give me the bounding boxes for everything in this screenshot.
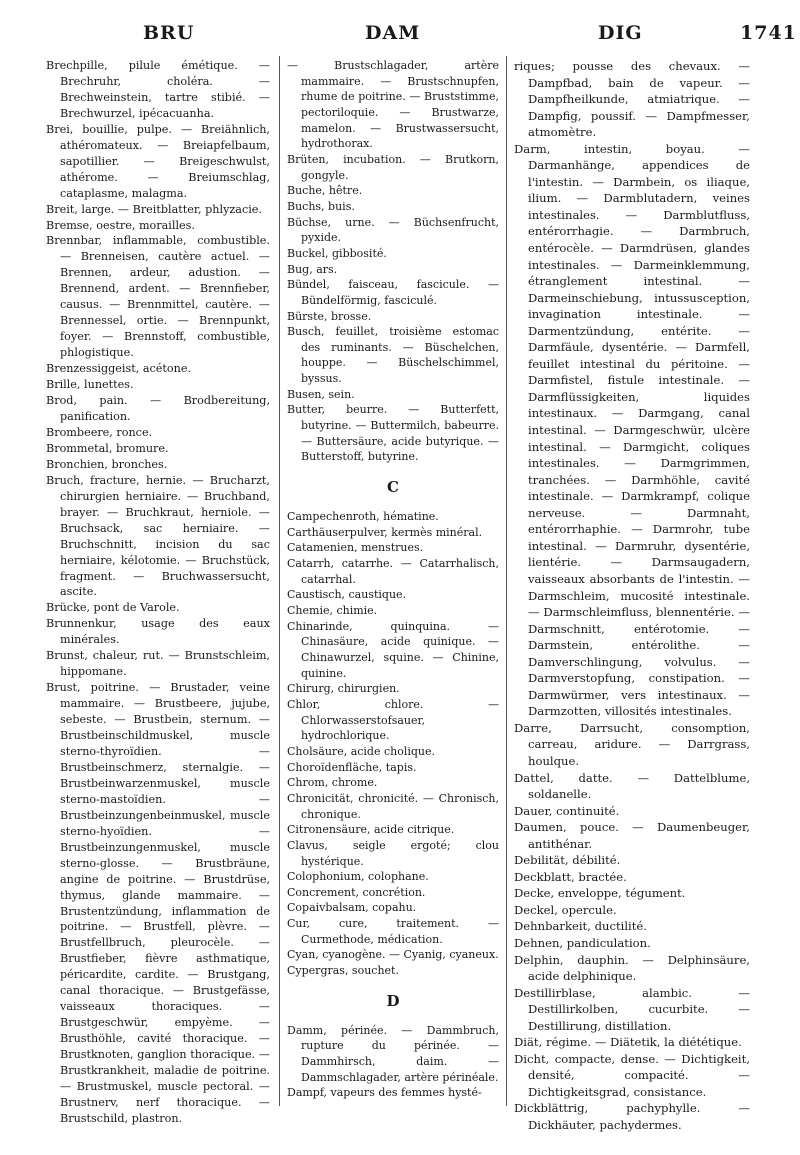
dictionary-entry: Darm, intestin, boyau. — Darmanhänge, appendices de l'intestin. — Darmbein, os iliaque, ilium. — Darmblutadern, veines intestinales. — Darmblutfluss, entérorrhagie. — Darmbruch, entérocèle. — Darmdrüsen, glandes intestinales. — Darmeinklemmung, étranglement intestinal. — Darmeinschiebung, intussusception, invagination intestinale. — Darmentzündung, entérite. — Darmfäule, dysentérie. — Darmfell, feuillet intestinal du péritoine. — Darmfistel, fistule intestinale. — Darmflüssigkeiten, liquides intestinaux. — Darmgang, canal intestinal. — Darmgeschwür, ulcère intestinal. — Darmgicht, coliques intestinales. — Darmgrimmen, tranchées. — Darmhöhle, cavité intestinale. — Darmkrampf, colique nerveuse. — Darmnaht, entérorrhaphie. — Darmrohr, tube intestinal. — Darmruhr, dysentérie, lientérie. — Darmsaugadern, vaisseaux absorbants de l'intestin. — Darmschleim, mucosité intestinale. — Darmschleimfluss, blennentérie. — Darmschnitt, entérotomie. — Darmstein, entérolithe. — Damverschlingung, volvulus. — Darmverstopfung, constipation. — Darmwürmer, vers intestinaux. — Darmzotten, villosités intestinales.: [514, 141, 750, 719]
dictionary-entry: Dickblättrig, pachyphylle. — Dickhäuter, pachydermes.: [514, 1101, 750, 1132]
dictionary-entry: Brennbar, inflammable, combustible. — Brenneisen, cautère actuel. — Brennen, ardeur, adustion. — Brennend, ardent. — Brennfieber, causus. — Brennmittel, cautère. — Brennessel, ortie. — Brennpunkt, foyer. — Brennstoff, combustible, phlogistique.: [46, 234, 270, 360]
dictionary-entry: Brille, lunettes.: [46, 378, 134, 392]
dictionary-entry: Dampf, vapeurs des femmes hysté-: [287, 1086, 482, 1100]
dictionary-entry: Brust, poitrine. — Brustader, veine mammaire. — Brustbeere, jujube, sebeste. — Brustbein, sternum. — Brustbeinschildmuskel, muscle sterno-thyroïdien. — Brustbeinschmerz, sternalgie. — Brustbeinwarzenmuskel, muscle sterno-mastoïdien. — Brustbeinzungenbeinmuskel, muscle sterno-hyoïdien. — Brustbeinzungenmuskel, muscle sterno-glosse. — Brustbräune, angine de poitrine. — Brustdrüse, thymus, glande mammaire. — Brustentzündung, inflammation de poitrine. — Brustfell, plèvre. — Brustfellbruch, pleurocèle. — Brustfieber, fièvre asthmatique, péricardite, cardite. — Brustgang, canal thoracique. — Brustgefässe, vaisseaux thoraciques. — Brustgeschwür, empyème. — Brusthöhle, cavité thoracique. — Brustknoten, ganglion thoracique. — Brustkrankheit, maladie de poitrine. — Brustmuskel, muscle pectoral. — Brustnerv, nerf thoracique. — Brustschild, plastron.: [46, 681, 270, 1125]
dictionary-entry: Darre, Darrsucht, consomption, carreau, aridure. — Darrgrass, houlque.: [514, 720, 750, 768]
dictionary-entry: Brunst, chaleur, rut. — Brunstschleim, hippomane.: [46, 649, 270, 679]
dictionary-entry: Cur, cure, traitement. — Curmethode, médication.: [287, 917, 499, 946]
dictionary-entry: Copaivbalsam, copahu.: [287, 901, 417, 915]
dictionary-entry: Buchs, buis.: [287, 199, 355, 213]
running-header: [0, 22, 800, 52]
dictionary-entry: Bündel, faisceau, fascicule. — Bündelförmig, fasciculé.: [287, 278, 499, 307]
dictionary-entry: Brei, bouillie, pulpe. — Breiähnlich, athéromateux. — Breiapfelbaum, sapotillier. — Breigeschwulst, athérome. — Breiumschlag, cataplasme, malagma.: [46, 122, 270, 200]
dictionary-entry: Campechenroth, hématine.: [287, 510, 439, 524]
header-center-guideword: DAM: [365, 22, 421, 44]
dictionary-entry: Carthäuserpulver, kermès minéral.: [287, 525, 483, 539]
page-number: 1741: [740, 22, 797, 44]
dictionary-entry: Catarrh, catarrhe. — Catarrhalisch, catarrhal.: [287, 557, 499, 586]
dictionary-entry: Chrom, chrome.: [287, 776, 378, 790]
dictionary-entry: Citronensäure, acide citrique.: [287, 823, 455, 837]
dictionary-entry: Butter, beurre. — Butterfett, butyrine. — Buttermilch, babeurre. — Buttersäure, acide butyrique. — Butterstoff, butyrine.: [287, 403, 499, 464]
header-right-guideword: DIG: [598, 22, 643, 44]
dictionary-entry: Chronicität, chronicité. — Chronisch, chronique.: [287, 791, 499, 821]
dictionary-entry: Caustisch, caustique.: [287, 588, 407, 602]
dictionary-entry: Deckblatt, bractée.: [514, 869, 627, 884]
dictionary-entry: Cypergras, souchet.: [287, 964, 399, 978]
dictionary-entry: Dicht, compacte, dense. — Dichtigkeit, densité, compacité. — Dichtigkeitsgrad, consistance.: [514, 1051, 750, 1099]
dictionary-entry: Choroïdenfläche, tapis.: [287, 760, 417, 774]
dictionary-entry: Brommetal, bromure.: [46, 441, 169, 455]
column-divider: [279, 56, 280, 1106]
dictionary-entry: Brüten, incubation. — Brutkorn, gongyle.: [287, 152, 499, 182]
dictionary-entry: Debilität, débilité.: [514, 853, 621, 868]
dictionary-entry: Delphin, dauphin. — Delphinsäure, acide delphinique.: [514, 952, 750, 984]
dictionary-entry: Bürste, brosse.: [287, 309, 372, 323]
dictionary-entry: Chinarinde, quinquina. — Chinasäure, acide quinique. — Chinawurzel, squine. — Chinine, quinine.: [287, 619, 499, 680]
dictionary-entry: Breit, large. — Breitblatter, phlyzacie.: [46, 202, 262, 216]
dictionary-entry: Dehnen, pandiculation.: [514, 935, 651, 950]
section-letter-heading: D: [386, 991, 400, 1010]
dictionary-entry: Damm, périnée. — Dammbruch, rupture du périnée. — Dammhirsch, daim. — Dammschlagader, artère périnéale.: [287, 1023, 499, 1084]
dictionary-entry: Bug, ars.: [287, 262, 338, 276]
column-2: [287, 58, 499, 1101]
dictionary-entry: Colophonium, colophane.: [287, 870, 429, 884]
dictionary-entry: Chemie, chimie.: [287, 604, 378, 617]
column-divider: [506, 56, 507, 1106]
dictionary-entry: — Brustschlagader, artère mammaire. — Brustschnupfen, rhume de poitrine. — Bruststimme, pectoriloquie. — Brustwarze, mamelon. — Brustwassersucht, hydrothorax.: [287, 59, 499, 151]
dictionary-entry: Buche, hêtre.: [287, 184, 363, 198]
dictionary-entry: Brombeere, ronce.: [46, 425, 153, 439]
dictionary-entry: Büchse, urne. — Büchsenfrucht, pyxide.: [287, 215, 499, 245]
dictionary-entry: Busch, feuillet, troisième estomac des ruminants. — Büschelchen, houppe. — Büschelschimmel, byssus.: [287, 325, 499, 386]
dictionary-entry: Brechpille, pilule émétique. — Brechruhr, choléra. — Brechweinstein, tartre stibié. — Brechwurzel, ipécacuanha.: [46, 59, 270, 120]
dictionary-entry: Busen, sein.: [287, 387, 355, 401]
dictionary-entry: Brunnenkur, usage des eaux minérales.: [46, 617, 270, 647]
dictionary-entry: Chlor, chlore. — Chlorwasserstofsauer, hydrochlorique.: [287, 697, 499, 743]
dictionary-entry: Daumen, pouce. — Daumenbeuger, antithénar.: [514, 820, 750, 851]
dictionary-entry: Chirurg, chirurgien.: [287, 682, 400, 696]
dictionary-entry: Buckel, gibbosité.: [287, 246, 387, 260]
dictionary-entry: Concrement, concrétion.: [287, 885, 426, 899]
column-3: [514, 58, 750, 1134]
dictionary-entry: Dauer, continuité.: [514, 803, 620, 818]
dictionary-entry: Catamenien, menstrues.: [287, 541, 424, 555]
dictionary-entry: Cyan, cyanogène. — Cyanig, cyaneux.: [287, 948, 499, 962]
dictionary-entry: Brenzessiggeist, acétone.: [46, 362, 192, 376]
dictionary-entry: Bronchien, bronches.: [46, 457, 168, 471]
dictionary-entry: Destillirblase, alambic. — Destillirkolben, cucurbite. — Destillirung, distillation.: [514, 985, 750, 1033]
section-letter-heading: C: [387, 478, 399, 497]
dictionary-entry: Brod, pain. — Brodbereitung, panification.: [46, 394, 270, 423]
column-1: [46, 58, 270, 1127]
dictionary-entry: Bremse, oestre, morailles.: [46, 218, 195, 232]
dictionary-entry: Bruch, fracture, hernie. — Brucharzt, chirurgien herniaire. — Bruchband, brayer. — Bruchkraut, herniole. — Bruchsack, sac herniaire. — Bruchschnitt, incision du sac herniaire, kélotomie. — Bruchstück, fragment. — Bruchwassersucht, ascite.: [46, 473, 270, 599]
dictionary-entry: Deckel, opercule.: [514, 902, 617, 917]
dictionary-entry: Brücke, pont de Varole.: [46, 601, 180, 615]
dictionary-entry: Dattel, datte. — Dattelblume, soldanelle.: [514, 770, 750, 802]
dictionary-entry: Diät, régime. — Diätetik, la diététique.: [514, 1035, 742, 1050]
dictionary-entry: Dehnbarkeit, ductilité.: [514, 919, 647, 934]
header-left-guideword: BRU: [143, 22, 195, 44]
dictionary-entry: Clavus, seigle ergoté; clou hystérique.: [287, 838, 499, 868]
dictionary-entry: Decke, enveloppe, tégument.: [514, 886, 686, 901]
dictionary-entry: Cholsäure, acide cholique.: [287, 744, 436, 758]
dictionary-entry: riques; pousse des chevaux. — Dampfbad, bain de vapeur. — Dampfheilkunde, atmiatrique. — Dampfig, poussif. — Dampfmesser, atmomètre.: [514, 59, 750, 140]
